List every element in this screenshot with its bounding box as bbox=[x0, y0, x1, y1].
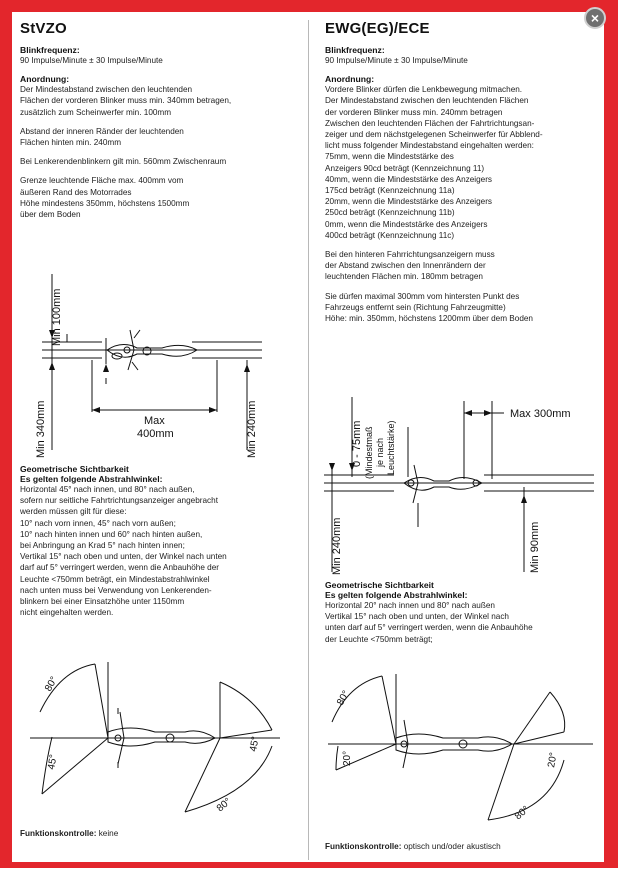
label-mindestmass: (Mindestmaß bbox=[364, 426, 374, 479]
label-20-right: 20° bbox=[546, 751, 560, 769]
text-line: leuchtenden Flächen min. 180mm betragen bbox=[325, 272, 483, 282]
blinkfrequenz-value: 90 Impulse/Minute ± 30 Impulse/Minute bbox=[325, 56, 468, 65]
label-min-240mm: Min 240mm bbox=[331, 517, 343, 575]
page-bottom-edge bbox=[0, 862, 618, 880]
motorcycle-outline bbox=[107, 344, 197, 357]
text-line: der Abstand zwischen den Innenrändern der bbox=[325, 261, 486, 271]
text-line: der Leuchte <750mm beträgt; bbox=[325, 634, 433, 644]
text-line: licht muss folgender Mindestabstand eingehalten werden: bbox=[325, 141, 534, 151]
label-max-300mm: Max 300mm bbox=[510, 408, 571, 420]
stvzo-title: StVZO bbox=[20, 20, 67, 37]
text-line: Höhe: min. 350mm, höchstens 1200mm über dem Boden bbox=[325, 314, 533, 324]
text-line: Fahrzeugs entfernt sein (Richtung Fahrzeugmitte) bbox=[325, 302, 506, 312]
text-line: Abstand der inneren Ränder der leuchtenden bbox=[20, 126, 184, 136]
label-45-left: 45° bbox=[46, 753, 60, 771]
geometry-subheading: Es gelten folgende Abstrahlwinkel: bbox=[20, 474, 163, 484]
text-line: Flächen der vorderen Blinker muss min. 340mm betragen, bbox=[20, 96, 232, 106]
label-20-left: 20° bbox=[342, 750, 353, 766]
stvzo-column bbox=[20, 20, 302, 228]
geometry-heading: Geometrische Sichtbarkeit bbox=[325, 580, 434, 590]
text-line: äußeren Rand des Motorrades bbox=[20, 187, 132, 197]
text-line: Leuchte <750mm beträgt, ein Mindestabstrahlwinkel bbox=[20, 574, 210, 584]
text-line: 75mm, wenn die Mindeststärke des bbox=[325, 152, 454, 162]
geometry-paragraph bbox=[20, 484, 302, 618]
function-check-label: Funktionskontrolle: bbox=[20, 829, 97, 838]
anordnung-paragraph-4 bbox=[20, 175, 302, 220]
text-line: Der Mindestabstand zwischen den leuchtenden Flächen bbox=[325, 96, 529, 106]
text-line: 400cd beträgt (Kennzeichnung 11c) bbox=[325, 230, 455, 240]
label-max-400mm: 400mm bbox=[137, 428, 174, 440]
anordnung-paragraph-1 bbox=[325, 84, 600, 241]
close-icon[interactable]: × bbox=[584, 7, 606, 29]
function-check-value: optisch und/oder akustisch bbox=[403, 842, 501, 851]
label-80-bottom: 80° bbox=[512, 804, 532, 823]
text-line: Horizontal 45° nach innen, und 80° nach außen, bbox=[20, 485, 195, 494]
text-line: Zwischen den leuchtenden Flächen der Fahrtrichtungsan- bbox=[325, 118, 535, 128]
text-line: werden müssen gilt für diese: bbox=[20, 507, 127, 517]
function-check-value: keine bbox=[98, 829, 119, 838]
stvzo-function-check bbox=[20, 829, 118, 838]
anordnung-paragraph-3 bbox=[325, 291, 600, 325]
motorcycle-outline bbox=[404, 477, 482, 490]
label-45-right: 45° bbox=[248, 735, 262, 753]
label-leuchtstaerke: Leuchtstärke) bbox=[386, 420, 396, 475]
label-80-top: 80° bbox=[43, 674, 61, 694]
text-line: 175cd beträgt (Kennzeichnung 11a) bbox=[325, 186, 455, 196]
label-min-90mm: Min 90mm bbox=[529, 521, 541, 573]
stvzo-angle-diagram bbox=[20, 642, 300, 822]
label-max: Max bbox=[144, 415, 165, 427]
blinkfrequenz-heading: Blinkfrequenz: bbox=[325, 45, 385, 55]
anordnung-paragraph-1 bbox=[20, 84, 302, 118]
label-80-bottom: 80° bbox=[214, 796, 234, 815]
text-line: Horizontal 20° nach innen und 80° nach außen bbox=[325, 601, 495, 610]
text-line: 40mm, wenn die Mindeststärke des Anzeigers bbox=[325, 174, 493, 184]
text-line: darf auf 5° verringert werden, wenn die Anbauhöhe der bbox=[20, 563, 219, 573]
geometry-paragraph bbox=[325, 600, 600, 645]
text-line: Vordere Blinker dürfen die Lenkbewegung mitmachen. bbox=[325, 85, 523, 95]
anordnung-paragraph-2 bbox=[325, 249, 600, 283]
text-line: blinkern bei einer Einsatzhöhe unter 1150mm bbox=[20, 597, 185, 607]
label-min-340mm: Min 340mm bbox=[35, 400, 47, 458]
label-min-100mm: Min 100mm bbox=[51, 288, 63, 346]
blinkfrequenz-heading: Blinkfrequenz: bbox=[20, 45, 80, 55]
geometry-subheading: Es gelten folgende Abstrahlwinkel: bbox=[325, 590, 468, 600]
text-line: 10° nach vorn innen, 45° nach vorn außen; bbox=[20, 518, 176, 528]
ece-title: EWG(EG)/ECE bbox=[325, 20, 430, 37]
ece-geometry-block bbox=[325, 580, 600, 653]
text-line: der vorderen Blinker muss min. 240mm betragen bbox=[325, 107, 503, 117]
function-check-label: Funktionskontrolle: bbox=[325, 842, 402, 851]
text-line: sofern nur seitliche Fahrtrichtungsanzeiger angebracht bbox=[20, 496, 218, 506]
stvzo-front-spacing-diagram bbox=[22, 260, 302, 460]
text-line: Flächen hinten min. 240mm bbox=[20, 138, 122, 148]
stvzo-geometry-block bbox=[20, 464, 302, 626]
label-min-240mm: Min 240mm bbox=[246, 400, 258, 458]
text-line: Vertikal 15° nach oben und unten, der Winkel nach unten bbox=[20, 552, 227, 562]
blinkfrequenz-value: 90 Impulse/Minute ± 30 Impulse/Minute bbox=[20, 56, 163, 65]
document-page bbox=[12, 12, 604, 862]
text-line: Der Mindestabstand zwischen den leuchtenden bbox=[20, 85, 193, 95]
text-line: Anzeigers 90cd beträgt (Kennzeichnung 11) bbox=[325, 163, 485, 173]
label-je-nach: je nach bbox=[375, 437, 385, 467]
ece-function-check bbox=[325, 842, 501, 851]
text-line: über dem Boden bbox=[20, 210, 81, 220]
text-line: nicht eingehalten werden. bbox=[20, 608, 114, 618]
anordnung-heading: Anordnung: bbox=[325, 74, 375, 85]
column-divider bbox=[308, 20, 309, 860]
ece-column bbox=[325, 20, 600, 332]
text-line: zusätzlich zum Scheinwerfer min. 100mm bbox=[20, 107, 172, 117]
label-0-75mm: 0 - 75mm bbox=[351, 420, 363, 467]
text-line: 10° nach hinten innen und 60° nach hinten außen, bbox=[20, 529, 203, 539]
ece-angle-diagram bbox=[318, 662, 600, 827]
text-line: Bei den hinteren Fahrrichtungsanzeigern muss bbox=[325, 250, 495, 260]
text-line: zeiger und dem nächstgelegenen Scheinwerfer für Abblend- bbox=[325, 130, 543, 140]
geometry-heading: Geometrische Sichtbarkeit bbox=[20, 464, 129, 474]
text-line: unten darf auf 5° verringert werden, wenn die Anbauhöhe bbox=[325, 623, 533, 633]
label-80-top: 80° bbox=[335, 688, 353, 708]
text-line: Bei Lenkerendenblinkern gilt min. 560mm Zwischenraum bbox=[20, 157, 227, 167]
text-line: 250cd beträgt (Kennzeichnung 11b) bbox=[325, 208, 455, 218]
text-line: 20mm, wenn die Mindeststärke des Anzeigers bbox=[325, 197, 493, 207]
text-line: bei Anbringung an Krad 5° nach hinten innen; bbox=[20, 541, 185, 551]
text-line: 0mm, wenn die Mindeststärke des Anzeigers bbox=[325, 219, 488, 229]
anordnung-heading: Anordnung: bbox=[20, 74, 70, 85]
text-line: Höhe mindestens 350mm, höchstens 1500mm bbox=[20, 198, 190, 208]
text-line: Grenze leuchtende Fläche max. 400mm vom bbox=[20, 176, 184, 186]
ece-spacing-diagram bbox=[314, 387, 600, 577]
frame-bottom-strip bbox=[0, 862, 618, 868]
text-line: nach unten muss bei Verwendung von Lenkerenden- bbox=[20, 585, 212, 595]
anordnung-paragraph-2 bbox=[20, 126, 302, 148]
text-line: Vertikal 15° nach oben und unten, der Winkel nach bbox=[325, 612, 509, 622]
text-line: Sie dürfen maximal 300mm vom hintersten Punkt des bbox=[325, 291, 520, 301]
anordnung-paragraph-3 bbox=[20, 156, 302, 167]
